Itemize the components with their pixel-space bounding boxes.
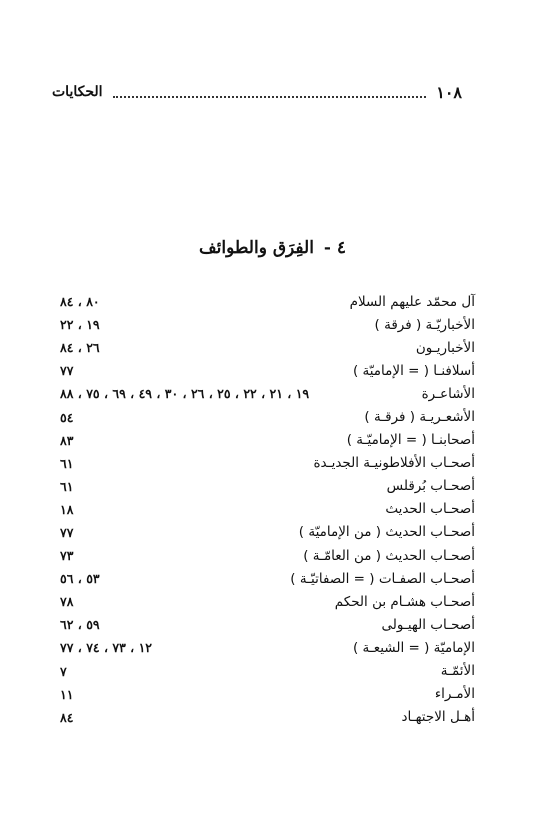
- index-entry: [60, 683, 475, 706]
- entry-pages: ٦١: [60, 455, 74, 471]
- entry-term: الأمـراء: [434, 686, 475, 703]
- entry-term: أصحـاب الأفلاطونيـة الجديـدة: [313, 455, 475, 472]
- index-list: [60, 290, 475, 729]
- index-entry: [60, 336, 475, 359]
- running-header: [52, 80, 462, 104]
- index-entry: [60, 429, 475, 452]
- section-title: الفِرَق والطوائف: [199, 238, 314, 258]
- dotted-leader: [113, 96, 427, 98]
- entry-term: أصحـاب الحديث ( من الإماميّة ): [298, 524, 475, 541]
- entry-term: الأشاعـرة: [421, 385, 475, 402]
- entry-term: أصحـاب الحديث ( من العامّـة ): [303, 547, 475, 564]
- entry-pages: ١٩ ، ٢٢: [60, 317, 100, 333]
- entry-term: أهـل الاجتهـاد: [401, 709, 475, 726]
- index-entry: [60, 590, 475, 613]
- entry-pages: ٨٤: [60, 709, 74, 725]
- index-entry: [60, 313, 475, 336]
- entry-pages: ٨٣: [60, 432, 74, 448]
- index-entry: [60, 359, 475, 382]
- entry-pages: ٢٦ ، ٨٤: [60, 340, 100, 356]
- index-entry: [60, 567, 475, 590]
- entry-pages: ٨٠ ، ٨٤: [60, 294, 100, 310]
- entry-term: آل محمّد عليهم السلام: [349, 293, 475, 310]
- index-entry: [60, 544, 475, 567]
- entry-pages: ٧٨: [60, 594, 74, 610]
- entry-term: الأئمّـة: [440, 663, 475, 680]
- entry-pages: ١١: [60, 686, 74, 702]
- entry-pages: ٥٤: [60, 409, 74, 425]
- entry-term: أصحـاب الحديث: [385, 501, 475, 518]
- entry-term: الإماميّة ( = الشيعـة ): [352, 639, 475, 656]
- index-entry: [60, 498, 475, 521]
- section-number: ٤ -: [323, 238, 346, 258]
- entry-pages: ١٩ ، ٢١ ، ٢٢ ، ٢٥ ، ٢٦ ، ٣٠ ، ٤٩ ، ٦٩ ، ٧٥ ، ٨٨: [60, 386, 310, 402]
- entry-pages: ١٨: [60, 501, 74, 517]
- entry-term: أصحـاب هشـام بن الحكم: [334, 593, 475, 610]
- index-entry: [60, 290, 475, 313]
- index-entry: [60, 660, 475, 683]
- index-entry: [60, 521, 475, 544]
- entry-term: أصحابنـا ( = الإماميّـة ): [346, 432, 475, 449]
- entry-pages: ٧: [60, 663, 67, 679]
- entry-pages: ١٢ ، ٧٣ ، ٧٤ ، ٧٧: [60, 640, 152, 656]
- entry-pages: ٧٧: [60, 363, 74, 379]
- entry-pages: ٦١: [60, 478, 74, 494]
- index-entry: [60, 636, 475, 659]
- page-number: ١٠٨: [436, 82, 462, 102]
- running-title: الحكايات: [52, 84, 103, 100]
- index-entry: [60, 706, 475, 729]
- index-entry: [60, 613, 475, 636]
- entry-pages: ٧٧: [60, 524, 74, 540]
- entry-pages: ٥٩ ، ٦٢: [60, 617, 100, 633]
- entry-pages: ٥٣ ، ٥٦: [60, 571, 100, 587]
- index-entry: [60, 452, 475, 475]
- entry-term: الأشعـريـة ( فرقـة ): [364, 409, 475, 426]
- entry-pages: ٧٣: [60, 548, 74, 564]
- index-entry: [60, 405, 475, 428]
- entry-term: أصحـاب الصفـات ( = الصفاتيّـة ): [290, 570, 475, 587]
- entry-term: أصحـاب بُرقلس: [386, 478, 475, 495]
- index-entry: [60, 382, 475, 405]
- index-entry: [60, 475, 475, 498]
- entry-term: أسلافنـا ( = الإماميّة ): [352, 362, 475, 379]
- entry-term: أصحـاب الهيـولى: [381, 616, 475, 633]
- entry-term: الأخباريـون: [415, 339, 475, 356]
- entry-term: الأخباريّـة ( فرقة ): [374, 316, 475, 333]
- section-heading: [0, 238, 541, 264]
